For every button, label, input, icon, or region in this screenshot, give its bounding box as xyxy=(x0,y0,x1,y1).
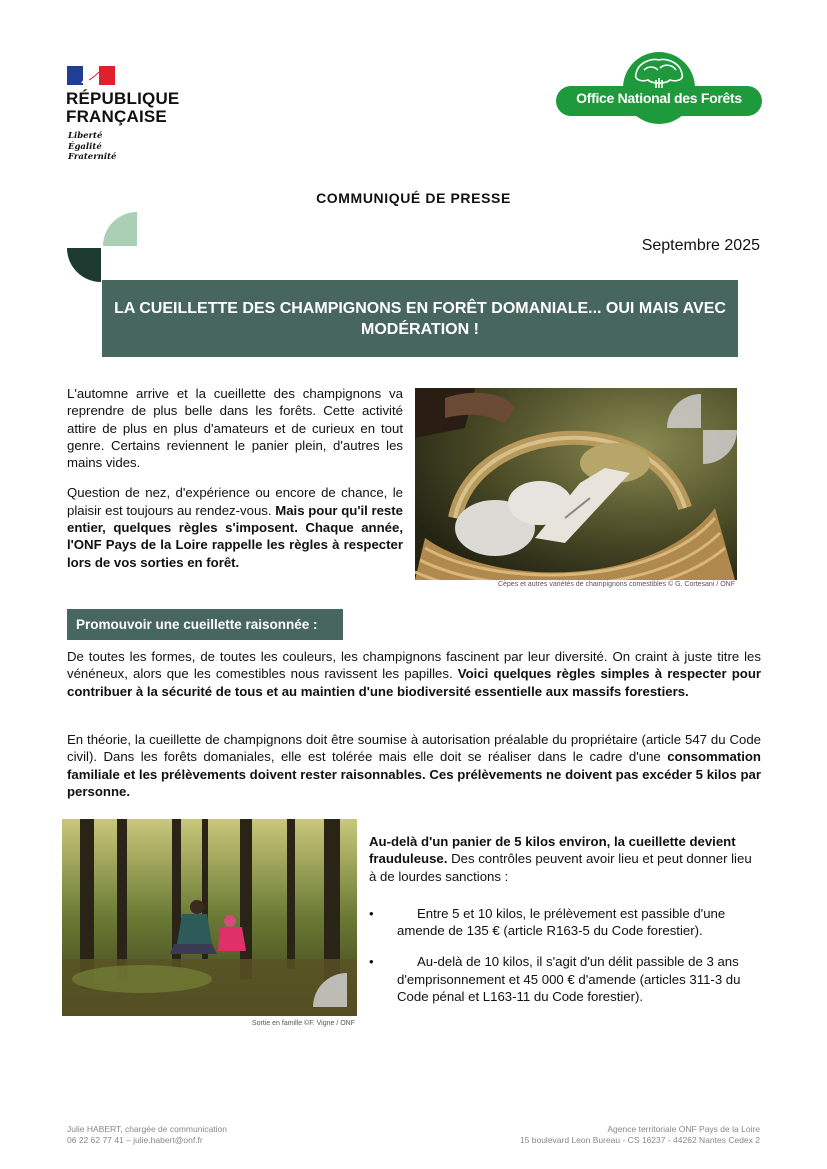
rule-bullet-2 xyxy=(369,953,761,1005)
rule-bullet-2-text xyxy=(397,953,761,1005)
section-paragraph-2 xyxy=(67,731,761,800)
document-date: Septembre 2025 xyxy=(641,237,760,254)
photo-2-caption: Sortie en famille ©F. Vigne / ONF xyxy=(251,1020,355,1027)
family-forest-photo xyxy=(62,819,357,1016)
footer-contact-details: 06 22 62 77 41 – julie.habert@onf.fr xyxy=(67,1135,203,1145)
intro-text xyxy=(67,385,403,584)
intro-paragraph-2 xyxy=(67,484,403,570)
footer-contact-name: Julie HABERT, chargée de communication xyxy=(67,1124,228,1134)
intro-paragraph-1: L'automne arrive et la cueillette des champignons va reprendre de plus belle dans les forêts. Cette activité attire de plus en plus d'amateurs et de curieux en tout genre. Certains reviennent le panier plein, d'autres les mains vides. xyxy=(67,386,403,471)
onf-logo-name: Office National des Forêts xyxy=(576,90,742,106)
intro-p2-bold: Mais pour qu'il reste entier, quelques règles s'imposent. Chaque année, l'ONF Pays de la Loire rappelle les règles à respecter lors de vos sorties en forêt. xyxy=(67,502,403,570)
footer-agency-address: 15 boulevard Leon Bureau - CS 16237 - 44262 Nantes Cedex 2 xyxy=(519,1135,760,1145)
rules-lead-bold: Au-delà d'un panier de 5 kilos environ, la cueillette devient frauduleuse. xyxy=(369,834,736,867)
section-heading: Promouvoir une cueillette raisonnée : xyxy=(67,609,343,640)
footer-agency-name: Agence territoriale ONF Pays de la Loire xyxy=(607,1124,760,1134)
rules-lead-plain: Des contrôles peuvent avoir lieu et peut donner lieu à de lourdes sanctions : xyxy=(369,851,752,884)
republic-motto xyxy=(68,131,116,163)
republic-line-2: FRANÇAISE xyxy=(66,107,167,126)
republique-francaise-logo xyxy=(66,90,179,126)
marianne-flag-icon xyxy=(67,66,115,85)
decorative-shape-icon xyxy=(67,212,137,282)
bullet-icon: • xyxy=(369,954,374,970)
rule-1-text: Entre 5 et 10 kilos, le prélèvement est passible d'une amende de 135 € (article R163-5 du Code forestier). xyxy=(397,905,726,939)
rule-bullet-1 xyxy=(369,905,761,940)
rule-bullet-1-text xyxy=(397,905,761,940)
footer-contact xyxy=(67,1124,227,1146)
document-type: COMMUNIQUÉ DE PRESSE xyxy=(316,190,511,206)
rule-2-text: Au-delà de 10 kilos, il s'agit d'un délit passible de 3 ans d'emprisonnement et 45 000 € d'amende (articles 311-3 du Code pénal et L163-11 du Code forestier). xyxy=(397,954,741,1005)
rules-text xyxy=(369,833,761,1005)
republic-line-1: RÉPUBLIQUE xyxy=(66,89,180,108)
photo-1-caption: Cèpes et autres variétés de champignons comestibles © G. Cortesani / ONF xyxy=(497,581,735,588)
section-p2-bold: consommation familiale et les prélèvements doivent rester raisonnables. Ces prélèvements ne doivent pas excéder 5 kilos par personne. xyxy=(67,749,761,799)
footer-agency xyxy=(520,1124,760,1146)
document-title: LA CUEILLETTE DES CHAMPIGNONS EN FORÊT DOMANIALE... OUI MAIS AVEC MODÉRATION ! xyxy=(114,299,726,338)
section-paragraph-1 xyxy=(67,648,761,700)
section-p1-plain: De toutes les formes, de toutes les couleurs, les champignons fascinent par leur diversité. On craint à juste titre les vénéneux, alors que les comestibles nous ravissent les papilles. xyxy=(67,649,761,682)
motto-fraternite: Fraternité xyxy=(68,152,117,162)
title-banner xyxy=(102,280,738,357)
section-p2-plain: En théorie, la cueillette de champignons doit être soumise à autorisation préalable du propriétaire (article 547 du Code civil). Dans les forêts domaniales, elle est tolérée mais elle doit se réaliser dans le cadre d'une xyxy=(67,732,761,765)
motto-egalite: Égalité xyxy=(68,141,102,152)
intro-p2-plain: Question de nez, d'expérience ou encore de chance, le plaisir est toujours au rendez-vous. xyxy=(67,485,403,518)
section-p1-bold: Voici quelques règles simples à respecter pour contribuer à la sécurité de tous et au maintien d'une biodiversité essentielle aux massifs forestiers. xyxy=(67,666,762,699)
bullet-icon: • xyxy=(369,905,374,921)
mushroom-basket-photo xyxy=(415,388,737,580)
motto-liberte: Liberté xyxy=(68,131,103,141)
